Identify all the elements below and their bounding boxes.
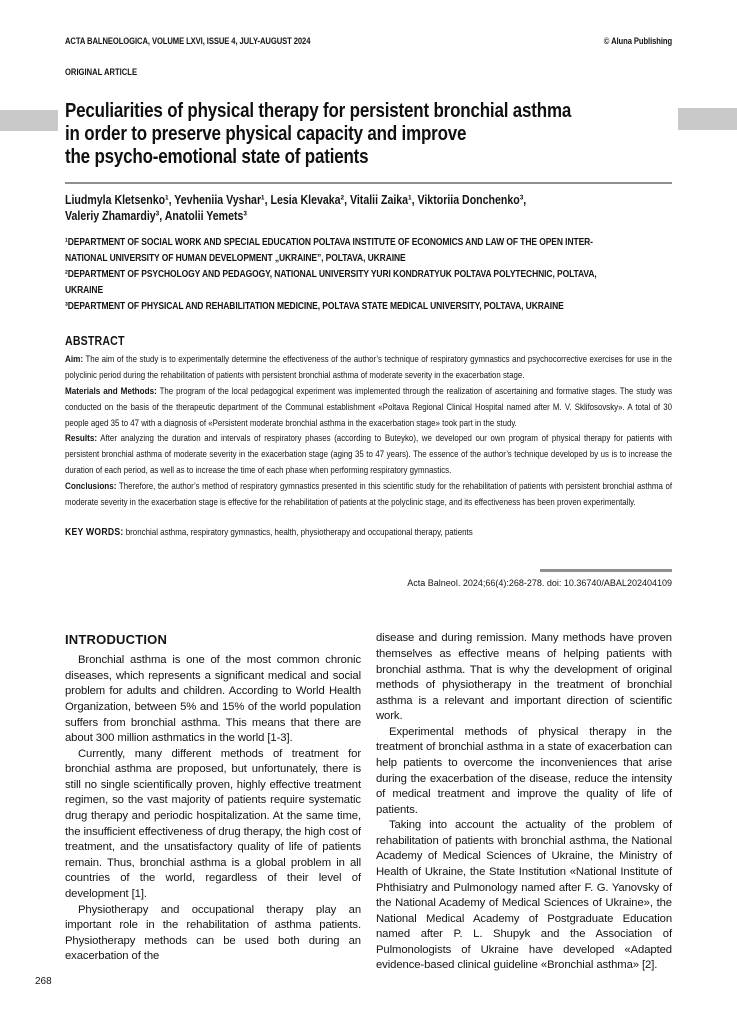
abstract-results-text: After analyzing the duration and intervals of respiratory phases (according to Buteyko), we developed our own program of physical therapy for patients with persistent bronchial asthma of moderate severity in the exacerbation stage (aging 35 to 47 years). The essence of the author’s technique developed by us is to increase the duration of each period, as well as to increase the time of each phase when performing respiratory gymnastics. [65,433,673,476]
intro-paragraph: Physiotherapy and occupational therapy play an important role in the rehabilitation of asthma patients. Physiotherapy methods can be used both during an exacerbation of the [65,903,361,963]
abstract-methods-text: The program of the local pedagogical experiment was implemented through the realization of ascertaining and formative stages. The study was conducted on the basis of the therapeutic department of the Communal establishment «Poltava Regional Clinical Hospital named after M. V. Sklifosovsky». A total of 30 people aged 35 to 47 with a diagnosis of «Persistent moderate bronchial asthma in the exacerbation stage» took part in the study. [65,385,673,428]
intro-paragraph: Currently, many different methods of treatment for bronchial asthma are proposed, but unfortunately, there is still no single scientifically proven, highly effective treatment regimen, so the vast majority of patients require systematic drug therapy and periodic hospitalization. At the same time, the insufficient effectiveness of drug therapy, the high cost of treatment, and the unsatisfactory quality of life of patients remain. Thus, bronchial asthma is a global problem in all countries of the world, regardless of their level of development [1]. [65,747,361,900]
citation-text: Acta Balneol. 2024;66(4):268-278. doi: 10.36740/ABAL202404109 [407,578,672,589]
intro-paragraph: disease and during remission. Many methods have proven themselves as effective means of helping patients with bronchial asthma. That is why the development of original methods of physiotherapy in the treatment of bronchial asthma is a relevant and important direction of scientific work. [376,632,672,723]
title-line-2: in order to preserve physical capacity and improve [65,123,467,145]
journal-issue-line: ACTA BALNEOLOGICA, VOLUME LXVI, ISSUE 4, JULY-AUGUST 2024 [65,36,311,46]
left-column [65,631,361,974]
abstract-aim-label: Aim: [65,354,84,366]
title-line-1: Peculiarities of physical therapy for persistent bronchial asthma [65,100,572,122]
right-margin-tab [678,108,737,130]
abstract-heading: ABSTRACT [65,334,125,349]
abstract-results-label: Results: [65,433,98,445]
intro-paragraph: Experimental methods of physical therapy in the treatment of bronchial asthma in a state of exacerbation can help patients to overcome the inconveniences that arise during the exacerbation of the disease, reduce the intensity of medical treatment and improve the quality of life of patients. [376,725,672,816]
abstract-aim [65,352,672,384]
keywords-text: bronchial asthma, respiratory gymnastics, health, physiotherapy and occupational therapy, patients [125,526,473,538]
affiliation-line: NATIONAL UNIVERSITY OF HUMAN DEVELOPMENT „UKRAINE”, POLTAVA, UKRAINE [65,253,406,265]
authors-line-2: Valeriy Zhamardiy³, Anatolii Yemets³ [65,208,247,223]
intro-paragraph: Bronchial asthma is one of the most common chronic diseases, which represents a significant medical and social problem for adults and children. According to World Health Organization, between 5% and 15% of the world population suffers from bronchial asthma. This means that there are about 300 million asthmatics in the world [1-3]. [65,654,361,745]
body-columns [65,631,672,974]
abstract-conclusions-label: Conclusions: [65,480,117,492]
affiliation-line: ²DEPARTMENT OF PSYCHOLOGY AND PEDAGOGY, NATIONAL UNIVERSITY YURI KONDRATYUK POLTAVA POLYTECHNIC, POLTAVA, [65,269,597,281]
keywords-line [65,526,672,538]
right-column [376,631,672,974]
title-divider-rule [65,182,672,184]
abstract-results [65,431,672,478]
abstract-methods-label: Materials and Methods: [65,385,157,397]
title-line-3: the psycho-emotional state of patients [65,146,369,168]
publisher-label: © Aluna Publishing [603,36,673,46]
abstract-methods [65,384,672,431]
authors-block [65,193,672,224]
affiliation-line: ³DEPARTMENT OF PHYSICAL AND REHABILITATION MEDICINE, POLTAVA STATE MEDICAL UNIVERSITY, POLTAVA, UKRAINE [65,301,564,313]
abstract-aim-text: The aim of the study is to experimentally determine the effectiveness of the author’s technique of respiratory gymnastics and psychocorrective exercises for use in the polyclinic period during the rehabilitation of patients with persistent bronchial asthma of moderate severity in the exacerbation stage. [65,354,673,381]
affiliations-block [65,235,672,315]
page-number: 268 [35,976,52,987]
masthead [65,36,672,46]
citation-block [65,569,672,588]
citation-rule [540,569,672,572]
authors-line-1: Liudmyla Kletsenko¹, Yevheniia Vyshar¹, Lesia Klevaka², Vitalii Zaika¹, Viktoriia Donchenko³, [65,193,527,207]
intro-paragraph: Taking into account the actuality of the problem of rehabilitation of patients with bronchial asthma, the National Academy of Medical Sciences of Ukraine, the Ministry of Health of Ukraine, the State Institution «National Institute of Phthisiatry and Pulmonology named after F. G. Yanovsky of the National Academy of Medical Sciences of Ukraine», the National Medical Academy of Postgraduate Education named after P. L. Shupyk and the Association of Pulmonologists of Ukraine have developed «Adapted evidence-based clinical guideline «Bronchial asthma» [2]. [376,819,672,972]
affiliation-line: UKRAINE [65,285,104,297]
article-type-label: ORIGINAL ARTICLE [65,67,138,77]
abstract-body [65,352,672,510]
introduction-heading: INTRODUCTION [65,632,168,648]
abstract-conclusions-text: Therefore, the author’s method of respiratory gymnastics presented in this scientific study for the rehabilitation of patients with persistent bronchial asthma of moderate severity in the exacerbation stage is effective for the rehabilitation of patients at the polyclinic stage, and its effectiveness has been proven experimentally. [65,480,673,507]
keywords-label: KEY WORDS: [65,527,124,539]
left-margin-tab [0,110,58,131]
affiliation-line: ¹DEPARTMENT OF SOCIAL WORK AND SPECIAL EDUCATION POLTAVA INSTITUTE OF ECONOMICS AND LAW OF THE OPEN INTER- [65,237,593,249]
abstract-conclusions [65,479,672,511]
article-title [65,100,672,169]
